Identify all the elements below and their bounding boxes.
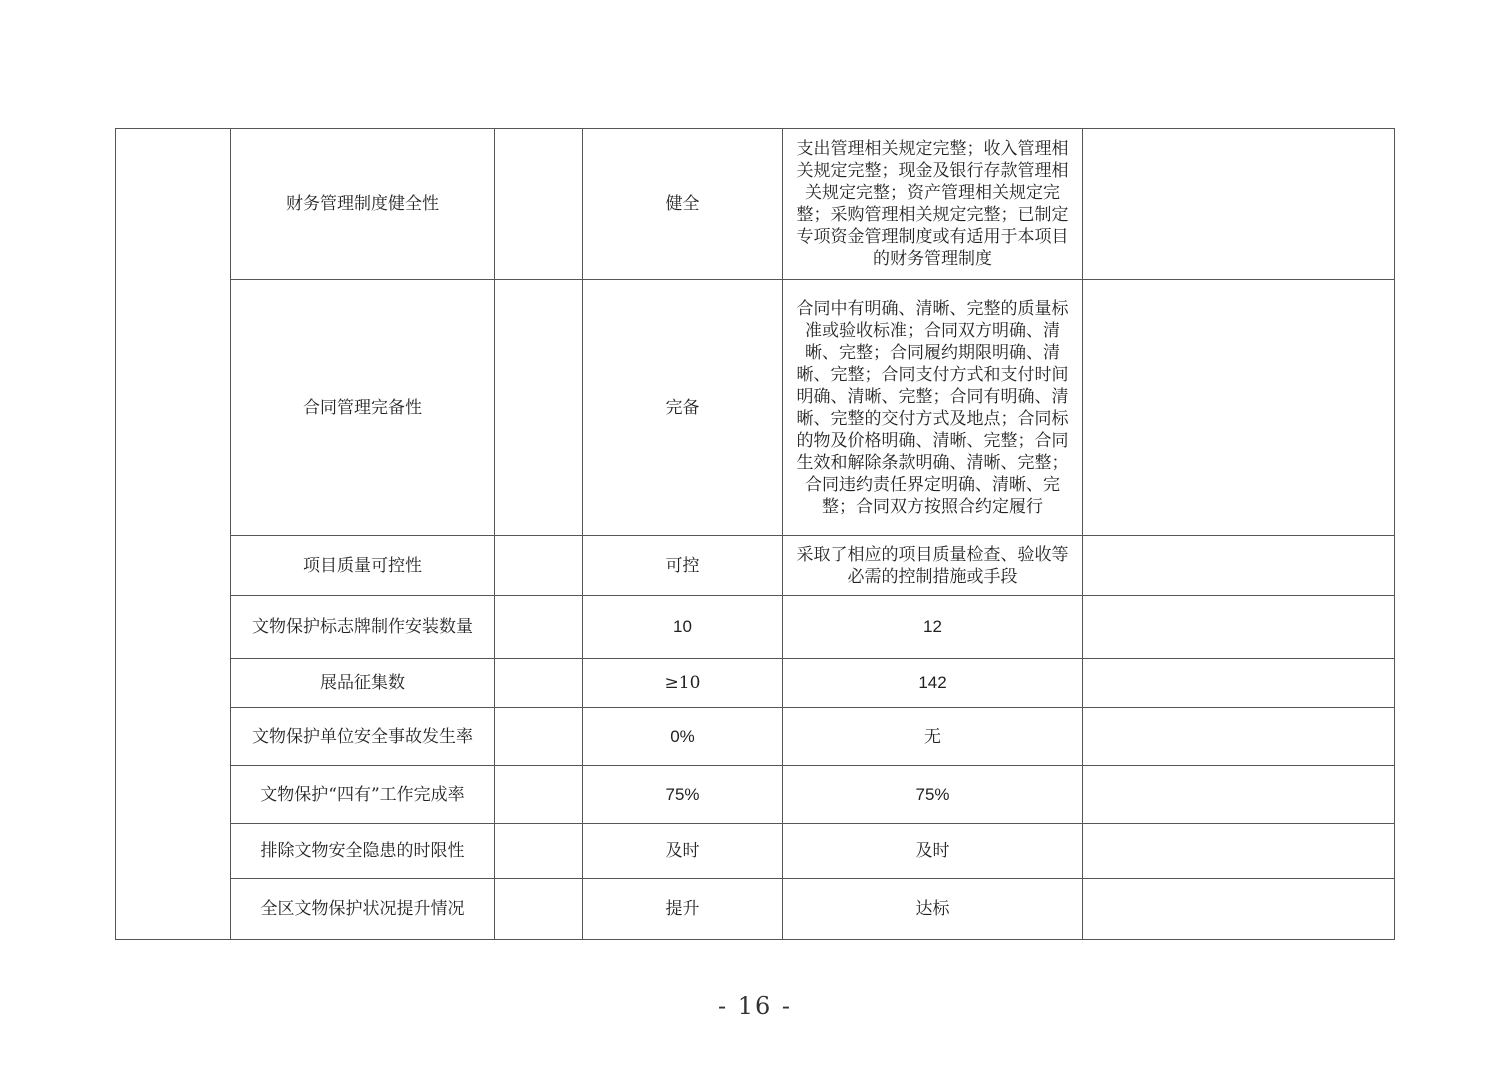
remark-cell <box>1083 824 1395 879</box>
table-row <box>116 879 1395 940</box>
table-row <box>116 708 1395 766</box>
remark-cell <box>1083 766 1395 824</box>
indicator-cell: 排除文物安全隐患的时限性 <box>231 824 495 879</box>
empty-cell <box>495 766 583 824</box>
table-row <box>116 280 1395 536</box>
remark-cell <box>1083 879 1395 940</box>
actual-cell: 及时 <box>783 824 1083 879</box>
target-cell: 0% <box>583 708 783 766</box>
empty-cell <box>495 879 583 940</box>
table-row <box>116 536 1395 596</box>
table-row <box>116 129 1395 280</box>
target-cell: ≥10 <box>583 659 783 708</box>
indicator-cell: 文物保护单位安全事故发生率 <box>231 708 495 766</box>
actual-cell: 采取了相应的项目质量检查、验收等必需的控制措施或手段 <box>783 536 1083 596</box>
performance-table <box>115 128 1395 940</box>
indicator-cell: 文物保护“四有”工作完成率 <box>231 766 495 824</box>
indicator-cell: 项目质量可控性 <box>231 536 495 596</box>
remark-cell <box>1083 129 1395 280</box>
indicator-cell: 全区文物保护状况提升情况 <box>231 879 495 940</box>
target-cell: 健全 <box>583 129 783 280</box>
target-cell: 提升 <box>583 879 783 940</box>
actual-cell: 达标 <box>783 879 1083 940</box>
table-row <box>116 824 1395 879</box>
remark-cell <box>1083 708 1395 766</box>
target-cell: 10 <box>583 596 783 659</box>
actual-cell: 支出管理相关规定完整；收入管理相关规定完整；现金及银行存款管理相关规定完整；资产管理相关规定完整；采购管理相关规定完整；已制定专项资金管理制度或有适用于本项目的财务管理制度 <box>783 129 1083 280</box>
target-cell: 75% <box>583 766 783 824</box>
actual-cell: 75% <box>783 766 1083 824</box>
actual-cell: 12 <box>783 596 1083 659</box>
target-cell: 完备 <box>583 280 783 536</box>
actual-cell: 合同中有明确、清晰、完整的质量标准或验收标准；合同双方明确、清晰、完整；合同履约期限明确、清晰、完整；合同支付方式和支付时间明确、清晰、完整；合同有明确、清晰、完整的交付方式及地点；合同标的物及价格明确、清晰、完整；合同生效和解除条款明确、清晰、完整；合同违约责任界定明确、清晰、完整；合同双方按照合约定履行 <box>783 280 1083 536</box>
indicator-cell: 文物保护标志牌制作安装数量 <box>231 596 495 659</box>
remark-cell <box>1083 659 1395 708</box>
remark-cell <box>1083 596 1395 659</box>
empty-cell <box>495 659 583 708</box>
empty-cell <box>495 536 583 596</box>
target-cell: 可控 <box>583 536 783 596</box>
empty-cell <box>495 280 583 536</box>
empty-cell <box>495 824 583 879</box>
table-row <box>116 596 1395 659</box>
remark-cell <box>1083 536 1395 596</box>
empty-cell <box>495 708 583 766</box>
actual-cell: 无 <box>783 708 1083 766</box>
actual-cell: 142 <box>783 659 1083 708</box>
indicator-cell: 合同管理完备性 <box>231 280 495 536</box>
empty-cell <box>495 596 583 659</box>
table-row <box>116 766 1395 824</box>
target-cell: 及时 <box>583 824 783 879</box>
page-number: - 16 - <box>717 992 792 1020</box>
indicator-cell: 展品征集数 <box>231 659 495 708</box>
table-row <box>116 659 1395 708</box>
indicator-cell: 财务管理制度健全性 <box>231 129 495 280</box>
remark-cell <box>1083 280 1395 536</box>
category-cell <box>116 129 231 940</box>
empty-cell <box>495 129 583 280</box>
